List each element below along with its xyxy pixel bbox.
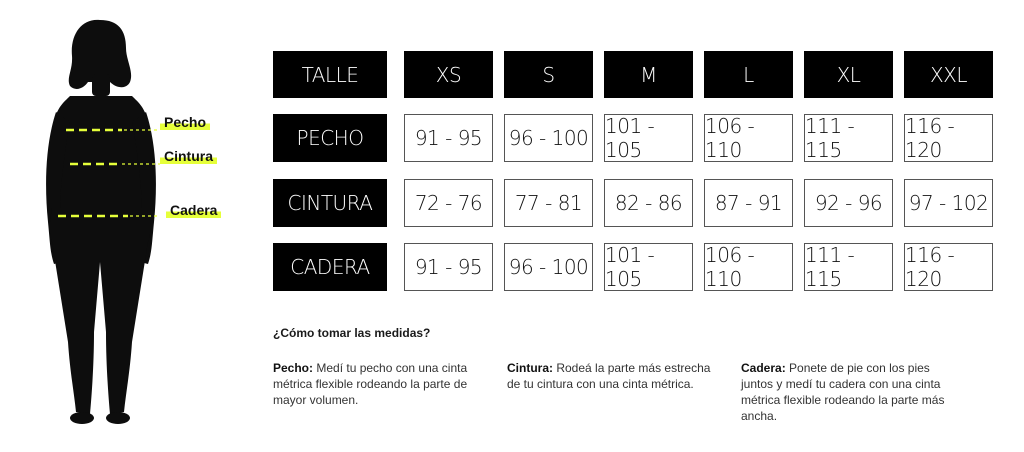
table-cell: 116 - 120 (904, 114, 993, 162)
marker-label-cadera: Cadera (166, 202, 221, 218)
size-header-xs: XS (404, 51, 493, 98)
body-silhouette (30, 12, 240, 432)
howto-text: Ponete de pie con los pies juntos y medí tu cadera con una cinta métrica flexible rodeando la parte más ancha. (741, 361, 945, 423)
table-cell: 101 - 105 (604, 243, 693, 291)
marker-label-pecho: Pecho (160, 114, 210, 130)
howto-text: Medí tu pecho con una cinta métrica flexible rodeando la parte de mayor volumen. (273, 361, 468, 407)
table-cell: 106 - 110 (704, 243, 793, 291)
marker-label-cintura: Cintura (160, 148, 217, 164)
table-cell: 111 - 115 (804, 243, 893, 291)
howto-term: Cintura: (507, 361, 553, 375)
table-cell: 72 - 76 (404, 179, 493, 227)
table-cell: 96 - 100 (504, 243, 593, 291)
howto-cintura (507, 360, 712, 392)
size-header-xl: XL (804, 51, 893, 98)
row-label-cintura: CINTURA (273, 179, 387, 227)
row-label-cadera: CADERA (273, 243, 387, 291)
table-cell: 111 - 115 (804, 114, 893, 162)
howto-term: Pecho: (273, 361, 314, 375)
size-header-xxl: XXL (904, 51, 993, 98)
table-cell: 106 - 110 (704, 114, 793, 162)
table-cell: 87 - 91 (704, 179, 793, 227)
table-cell: 96 - 100 (504, 114, 593, 162)
howto-title: ¿Cómo tomar las medidas? (273, 326, 431, 340)
size-header-m: M (604, 51, 693, 98)
howto-term: Cadera: (741, 361, 786, 375)
silhouette-icon (30, 12, 240, 432)
howto-text: Rodeá la parte más estrecha de tu cintura con una cinta métrica. (507, 361, 711, 391)
table-corner: TALLE (273, 51, 387, 98)
howto-pecho (273, 360, 483, 408)
table-cell: 82 - 86 (604, 179, 693, 227)
table-cell: 91 - 95 (404, 114, 493, 162)
howto-cadera (741, 360, 951, 424)
size-header-l: L (704, 51, 793, 98)
table-cell: 101 - 105 (604, 114, 693, 162)
table-cell: 97 - 102 (904, 179, 993, 227)
row-label-pecho: PECHO (273, 114, 387, 162)
table-cell: 92 - 96 (804, 179, 893, 227)
table-cell: 91 - 95 (404, 243, 493, 291)
table-cell: 116 - 120 (904, 243, 993, 291)
table-cell: 77 - 81 (504, 179, 593, 227)
size-header-s: S (504, 51, 593, 98)
